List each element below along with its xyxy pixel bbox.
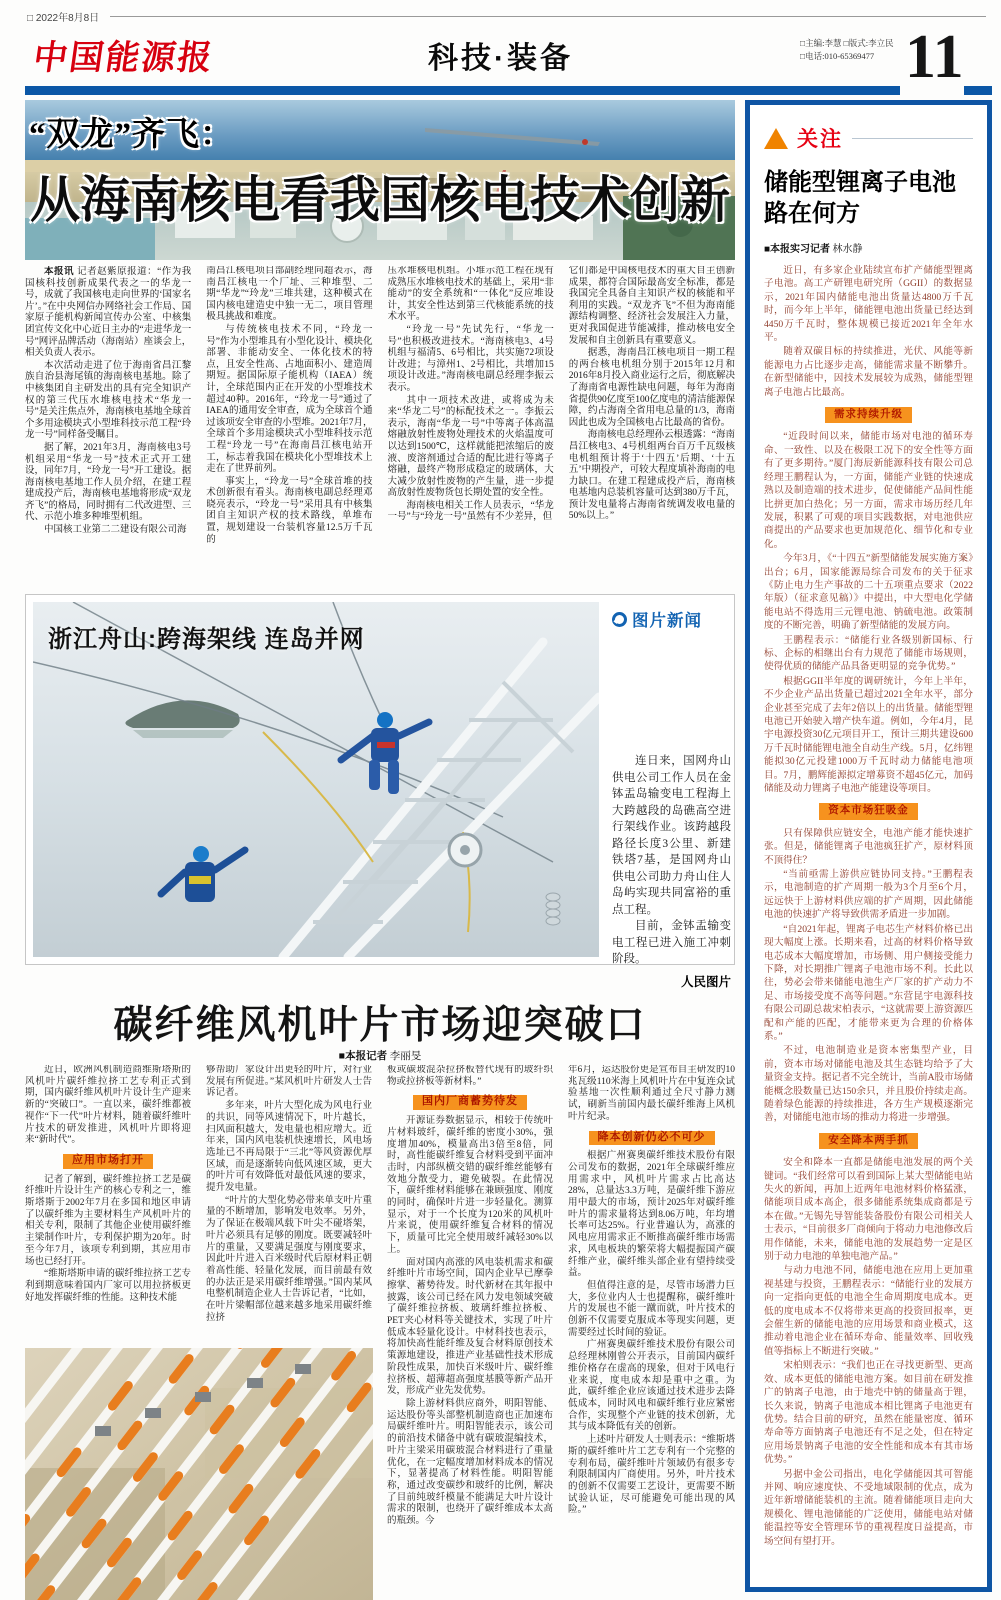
editor-credits (800, 37, 894, 63)
page-number: 11 (905, 23, 964, 91)
paragraph: 安全和降本一直都是储能电池发展的两个关键词。“我们经常可以看到国际上某大型储能电站失火的新闻，再加上近两年电池材料价格猛涨，储能项目成本高企，很多储能系统集成商都是亏本在做。”无锡先导智能装备股份有限公司相关人士表示，“目前很多厂商倾向于将动力电池修改后用作储能，未来，储能电池的发展趋势一定是区别于动力电池的单独电池产品。” (764, 1157, 973, 1263)
paragraph: 它们都是中国核电技术的重大自主创新成果，都符合国际最高安全标准，都是我国完全具备自主知识产权的核能和平利用的实践。“双龙齐飞”不但为海南能源结构调整、经济社会发展注入力量，更对我国促进节能减排，推动核电安全发展和自主创新具有重要意义。 (568, 266, 735, 346)
article-wind-blades (25, 968, 735, 1600)
paragraph: “当前亟需上游供应链协同支持。”王鹏程表示，电池制造的扩产周期一般为3个月至6个月，远远快于上游材料供应端的扩产周期，因此储能电池的快速扩产将导致供需矛盾进一步加剧。 (764, 869, 973, 921)
paragraph: 根据广州赛奥碳纤维技术股份有限公司发布的数据，2021年全球碳纤维应用需求中，风机叶片需求占比高达28%，总量达3.3万吨，是碳纤维下游应用中最大的市场，预计2025年对碳纤维叶片的需求量将达到8.06万吨，年均增长率可达25%。行业普遍认为，高涨的风电应用需求正不断推高碳纤维市场需求，风电板块的繁荣将大幅提振国产碳纤维产业，碳纤维头部企业有望持续受益。 (568, 1151, 735, 1279)
sidebar-headline: 储能型锂离子电池路在何方 (764, 170, 956, 227)
paragraph: 板或碳玻混杂拉挤板替代现有的玻纤织物或拉挤板等新材料。” (387, 1065, 553, 1087)
paragraph: 多年来，叶片大型化成为风电行业的共识，同等风速情况下，叶片越长，扫风面积越大，发电量也相应增大。近年来，国内风电装机快速增长，风电场选址已不再局限于“三北”等风资源优厚区域，而是逐渐转向低风速区域，更大的叶片可有效降低对最低风速的要求，提升发电量。 (206, 1101, 372, 1194)
paragraph: 事实上，“玲龙一号”全球首堆的技术创新很有看头。海南核电副总经理邓晓亮表示，“玲龙一号”采用具有中核集团自主知识产权的技术路线，单堆布置，规划建设一台装机容量12.5万千瓦的 (206, 476, 373, 545)
top-rule (110, 16, 986, 17)
transmission-tower-photo (33, 602, 599, 957)
credits-line-2: □电话:010-65369477 (800, 51, 875, 61)
article-headline: 碳纤维风机叶片市场迎突破口 (113, 1004, 647, 1047)
sidebar-byline (764, 240, 973, 255)
text-column (25, 1065, 191, 1345)
paragraph: 记者了解到，碳纤维拉挤工艺是碳纤维叶片设计生产的核心专利之一，维斯塔斯于2002年7月在多国和地区申请了以碳纤维为主要材料生产风机叶片的相关专利，限制了其他企业使用碳纤维主梁制作叶片，专利保护期为20年。时至今年7月，该项专利到期，其应用市场也已经打开。 (25, 1174, 191, 1267)
article-byline (25, 1048, 735, 1063)
byline-prefix: ■本报记者 (338, 1050, 388, 1062)
paragraph: 本报讯 记者赵紫原报道：“作为我国核科技创新成果代表之一的华龙一号，成就了我国核电走向世界的‘国家名片’。”在中央网信办网络社会工作局、国家原子能机构新闻宣传办公室、中核集团宣传文化中心近日主办的“走进华龙一号”网评品牌活动（海南站）座谈会上，相关负责人表示。 (25, 266, 192, 359)
paragraph: 够帮助厂家设计出更轻的叶片，对行业发展有所促进。”某风机叶片研发人士告诉记者。 (206, 1065, 372, 1099)
paragraph: “自2021年起，锂离子电芯生产材料价格已出现大幅度上涨。长期来看，过高的材料价格导致电芯成本大幅度增加，市场侧、用户侧接受能力下降，对长期推广锂离子电池市场不利。长此以往，势必会带来储能电池生产厂家的扩产动力不足、市场接受度不高等问题。”东营昆宇电源科技有限公司副总裁宋柏表示，“这就需要上游资源匹配和产能的匹配，才能带来更为合理的价格体系。” (764, 923, 973, 1042)
triangle-icon (764, 128, 788, 149)
paragraph: 王鹏程表示：“储能行业各级别新国标、行标、企标的相继出台有力规范了储能市场规则，使得优质的储能产品具备更明显的竞争优势。” (764, 634, 973, 673)
paragraph: 面对国内高涨的风电装机需求和碳纤维叶片市场空间，国内企业早已摩拳擦掌、蓄势待发。时代新材在其年报中披露，该公司已经在风力发电领域突破了碳纤维拉挤板、玻璃纤维拉挤板、PET夹心材料等关键技术，实现了叶片低成本轻量化设计。中材科技也表示，将加快高性能纤维及复合材料原创技术策源地建设，推进产业基础性技术形成阶段性成果，加快百米级叶片、碳纤维拉挤板、超薄超高强度基膜等新产品开发，形成产业先发优势。 (387, 1257, 553, 1397)
column-subhead: 需求持续升级 (764, 407, 973, 423)
byline-name: 李丽旻 (389, 1051, 422, 1062)
paragraph: 除上游材料供应商外，明阳智能、运达股份等头部整机制造商也正加速布局碳纤维叶片。明阳智能表示，该公司的前沿技术储备中就有碳玻混编技术，叶片主梁采用碳玻混合材料进行了重量优化，在一定幅度增加材料成本的情况下，显著提高了材料性能。明阳智能称，通过改变碳纱和玻纤的比例，解决了目前纯玻纤模量不能满足大叶片设计需求的限制，也绕开了碳纤维成本太高的瓶颈。今 (387, 1398, 553, 1527)
paragraph: “维斯塔斯申请的碳纤维拉挤工艺专利到期意味着国内厂家可以用拉挤板更好地发挥碳纤维的性能。这种技术能 (25, 1269, 191, 1303)
sidebar-focus-column (745, 100, 992, 1592)
paragraph: 随着双碳目标的持续推进，光伏、风能等新能源电力占比逐步走高，储能需求量不断攀升。在新型储能中，因技术发展较为成熟，储能型锂离子电池占比最高。 (764, 346, 973, 398)
paragraph: 与传统核电技术不同，“玲龙一号”作为小型堆具有小型化设计、模块化部署、非能动安全、一体化技术的特点，且安全性高、占地面积小、建造周期短。据国际原子能机构（IAEA）统计，全球范围内正在开发的小型堆技术超过40种。2016年，“玲龙一号”通过了IAEA的通用安全审查，成为全球首个通过该项安全审查的小型堆。2021年7月，全球首个多用途模块式小型堆科技示范工程“玲龙一号”在海南昌江核电站开工，标志着我国在模块化小型堆技术上走在了世界前列。 (206, 324, 373, 475)
aperture-ring-icon (612, 612, 627, 627)
sidebar-body (764, 264, 973, 1548)
paragraph: 另据中金公司指出，电化学储能因其可智能并网、响应速度快、不受地域限制的优点，成为近年新增储能装机的主流。随着储能项目走向大规模化、锂电池储能的广泛使用，储能电站对储能温控等安全管理环节的重视程度日益提高，市场空间有望打开。 (764, 1468, 973, 1547)
paragraph: 与动力电池不同，储能电池在应用上更加重视基建与投资，王鹏程表示：“储能行业的发展方向一定指向更低的电池全生命周期度电成本。更低的度电成本不仅将带来更高的投资回报率，更会催生新的储能电池的应用场景和商业模式，这推动着电池企业在循环寿命、能量效率、回收残值等指标上不断进行突破。” (764, 1265, 973, 1357)
paragraph: 近日，欧洲风机制造商维斯塔斯的风机叶片碳纤维拉挤工艺专利正式到期，国内碳纤维风机叶片设计生产迎来新的“突破口”。一直以来，碳纤维都被视作“下一代”叶片材料，随着碳纤维叶片技术的研发推进，风机叶片即将迎来“新时代”。 (25, 1065, 191, 1146)
paragraph: 中国核工业第二二建设有限公司海 (44, 525, 187, 536)
paragraph: 广州赛奥碳纤维技术股份有限公司总经理林刚曾公开表示，目前国内碳纤维价格存在虚高的现象，但对于风电行业来说，度电成本却是重中之重。为此，碳纤维企业应该通过技术进步去降低成本，同时风电和碳纤维行业应紧密合作，实现整个产业链的技术创新，尤其与成本降低有关的创新。 (568, 1340, 735, 1433)
paragraph: 年6月，运达股份更是宣布自主研发的10兆瓦级110米海上风机叶片在中复连众试验基地一次性顺利通过全尺寸静力测试，刷新当前国内最长碳纤维海上风机叶片纪录。 (568, 1065, 735, 1122)
text-column (387, 1065, 553, 1600)
photo-news-logo (612, 607, 730, 631)
credits-line-1: □主编:李慧 □版式:李立民 (800, 38, 894, 48)
header-rule-bar (25, 86, 900, 95)
paragraph: 据了解，2021年3月，海南核电3号机组采用“华龙一号”技术正式开工建设，同年7月，“玲龙一号”开工建设。据海南核电基地工作人员介绍，在建工程建成投产后，海南核电基地将形成“双龙齐飞”的格局，同时拥有二代改进型、三代、示范小堆多种堆型机组。 (25, 442, 192, 523)
header-rule-end-square (964, 86, 992, 95)
column-subhead: 安全降本两手抓 (764, 1133, 973, 1149)
paragraph: 海南核电相关工作人员表示，“华龙一号”与“玲龙一号”虽然有不少差异，但 (387, 500, 554, 523)
paragraph: “近段时间以来，储能市场对电池的循环寿命、一致性、以及在极限工况下的安全性等方面有了更多期待。”厦门海辰新能源科技有限公司总经理王鹏程认为，一方面，储能产业链的快速成熟以及制造端的技术进步，促使储能产品间性能比拼更加白热化；另一方面，需求市场历经几年发展，积累了可观的项目实践数据，对电池供应商提出的产品要求也更加规范化、细节化和专业化。 (764, 431, 973, 550)
paragraph: 其中一项技术改进，或将成为未来“华龙二号”的标配技术之一。李振云表示，海南“华龙一号”中等离子体高温熔融放射性废物处理技术的火焰温度可以达到1500℃，这样就能把浓缩后的废液、废溶剂通过合适的配比进行等离子熔融，最终产物形成稳定的玻璃体，大大减少放射性废物的产生量，进一步提高放射性废物货包长期处置的安全性。 (387, 395, 554, 499)
text-column (388, 266, 554, 588)
paragraph: 连日来，国网舟山供电公司工作人员在金钵盂岛输变电工程海上大跨越段的岛礁高空进行架线作业。该跨越段路径长度3公里、新建铁塔7基，是国网舟山供电公司助力舟山住人岛屿实现共同富裕的重点工程。 (612, 755, 731, 916)
tag-rule (852, 138, 973, 139)
article-headline: 从海南核电看我国核电技术创新 (30, 172, 730, 228)
paragraph: 但值得注意的是，尽管市场潜力巨大，多位业内人士也提醒称，碳纤维叶片的发展也不能一蹴而就，叶片技术的创新不仅需要克服成本等现实问题，更需要经过长时间的验证。 (568, 1280, 735, 1338)
paragraph: “玲龙一号”先试先行，“华龙一号”也积极改进技术。“海南核电3、4号机组与福清5、6号相比，共实施72项设计改进；与漳州1、2号相比，共增加15项设计改进。”海南核电副总经理李振云表示。 (387, 324, 554, 393)
photo-credit: 人民图片 (680, 974, 731, 989)
column-subhead: 资本市场狂吸金 (764, 803, 973, 819)
byline-name: 林水静 (832, 244, 863, 255)
column-subhead: 应用市场打开 (25, 1154, 191, 1169)
section-title: 科技·装备 (428, 42, 573, 75)
photo-news-box (25, 594, 735, 989)
masthead-logo: 中国能源报 (30, 40, 217, 77)
paragraph: 今年3月，《“十四五”新型储能发展实施方案》出台；6月，国家能源局综合司发布的关于征求《防止电力生产事故的二十五项重点要求（2022年版）（征求意见稿）》中提出，中大型电化学储能电站不得选用三元锂电池、钠硫电池。政策制度的不断完善，明确了新型储能的发展方向。 (764, 553, 973, 632)
text-column (568, 1065, 735, 1600)
paragraph: 只有保障供应链安全，电池产能才能快速扩张。但是，储能锂离子电池疯狂扩产，原材料顶不顶得住？ (764, 827, 973, 866)
paragraph: 海南核电总经理孙云根透露：“海南昌江核电3、4号机组两台百万千瓦级核电机组预计将于‘十四五’后期、‘十五五’中期投产，可较大程度填补海南的电力缺口。在建工程建成投产后，海南核电基地内总装机容量可达到380万千瓦，预计发电量将占海南省统调发收电量的50%以上。” (568, 430, 735, 522)
paragraph: 目前，金钵盂输变电工程已进入施工冲刺阶段。 (612, 920, 731, 965)
text-column (206, 266, 372, 588)
article-nuclear (25, 100, 735, 588)
issue-date: □ 2022年8月8日 (27, 13, 100, 24)
article-kicker: “双龙”齐飞： (29, 117, 234, 153)
paragraph: 宋柏则表示：“我们也正在寻找更新型、更高效、成本更低的储能电池方案。如目前在研发推广的钠离子电池，由于地壳中钠的储量高于锂，长久来说，钠离子电池成本相比锂离子电池更有优势。结合目前的研究，虽然在能量密度、循环寿命等方面钠离子电池还有不足之处，但在特定应用场景钠离子电池的安全性能和成本有其市场优势。” (764, 1360, 973, 1466)
paragraph: “叶片的大型化势必带来单支叶片重量的不断增加，影响发电效率。另外，为了保证在极端风载下叶尖不碰塔架，叶片必须具有足够的刚度。既要减轻叶片的重量，又要满足强度与刚度要求，因此叶片进入百米级时代后原材料正朝着高性能、轻量化发展，而目前最有效的办法正是采用碳纤维增强。”国内某风电整机制造企业人士告诉记者，“比如，在叶片梁帽部位越来越多地采用碳纤维拉挤 (206, 1195, 372, 1323)
focus-tag (764, 123, 973, 153)
paragraph: 本次活动走进了位于海南省昌江黎族自治县海尾镇的海南核电基地。除了中核集团自主研发出的具有完全知识产权的第三代压水堆核电技术“华龙一号”是关注焦点外，海南核电基地全球首个多用途模块式小型堆科技示范工程“玲龙一号”同样备受瞩目。 (25, 360, 192, 441)
photo-caption (612, 753, 731, 990)
paragraph: 根据GGII半年度的调研统计，今年上半年，不少企业产品出货量已超过2021全年水平，部分企业甚至完成了去年2倍以上的出货量。储能型锂电池已开始驶入增产快车道。例如，今年4月，昆宇电源投资30亿元项目开工，预计三期共建设600万千瓦时储能锂电池全自动生产线。5月，亿纬锂能拟30亿元投建1000万千瓦时动力储能电池项目。7月，鹏辉能源拟定增募资不超45亿元，加码储能及动力锂离子电池产能建设等项目。 (764, 675, 973, 795)
paragraph: 上述叶片研发人士则表示：“维斯塔斯的碳纤维叶片工艺专利有一个完整的专利布局，碳纤维叶片领域仍有很多专利限制国内厂商使用。另外，叶片技术的创新不仅需要工艺设计，更需要不断试验认证，尽可能避免可能出现的风险。” (568, 1435, 735, 1516)
photo-news-title: 浙江舟山:跨海架线 连岛并网 (48, 626, 365, 653)
paragraph: 南昌江核电项目部副经理向超表示，海南昌江核电一个厂址、三种堆型、二期“华龙”“玲龙”三堆共建，这种模式在国内核电建造史中独一无二，项目管理极具挑战和难度。 (206, 266, 373, 323)
focus-tag-label: 关注 (797, 128, 843, 151)
turbine-blades-photo (25, 1348, 373, 1600)
text-column (25, 266, 191, 588)
photo-news-logo-label: 图片新闻 (632, 612, 702, 630)
paragraph: 压水堆核电机组。小堆示范工程在现有成熟压水堆核电技术的基础上，采用“非能动”的安全系统和“一体化”反应堆设计，其安全性达到第三代核能系统的技术水平。 (387, 266, 554, 323)
paragraph: 开源证券数据显示，相较于传统叶片材料玻纤，碳纤维的密度小30%，强度增加40%，模量高出3倍至8倍，同时，高性能碳纤维复合材料受到平面冲击时，内部纵横交错的碳纤维丝能够有效地分散受力，避免破裂。在此情况下，碳纤维材料能够在兼顾强度、刚度的同时，确保叶片进一步轻量化。测算显示，对于一个长度为120米的风机叶片来说，使用碳纤维复合材料的情况下，质量可比完全使用玻纤减轻30%以上。 (387, 1116, 553, 1255)
byline-prefix: ■本报实习记者 (764, 244, 831, 255)
article-body (25, 266, 735, 588)
paragraph: 近日，有多家企业陆续宣布扩产储能型锂离子电池。高工产研锂电研究所（GGII）的数据显示，2021年国内储能电池出货量达4800万千瓦时，而今年上半年，储能锂电池出货量已经达到4450万千瓦时，整体规模已接近2021年全年水平。 (764, 265, 973, 344)
text-column (569, 266, 735, 588)
text-column (206, 1065, 372, 1345)
column-subhead: 降本创新仍必不可少 (568, 1131, 735, 1146)
paragraph: 据悉，海南昌江核电项目一期工程的两台核电机组分别于2015年12月和2016年8月投入商业运行之后，彻底解决了海南省电源性缺电问题，每年为海南省提供90亿度至100亿度电的清洁能源保障，约占海南全省用电总量的1/3，海南因此也成为全国核电占比最高的省份。 (568, 348, 735, 428)
column-subhead: 国内厂商蓄势待发 (387, 1095, 553, 1110)
paragraph: 不过，电池制造业是资本密集型产业，目前，资本市场对储能电池及其生态链均给予了大量资金支持。据记者不完全统计，当前A股市场储能概念股数量已达150余只，并且股价持续走高。随着绿色能源的持续推进，各方生产规模逐渐完善，对储能电池市场的推动力将进一步增强。 (764, 1045, 973, 1124)
